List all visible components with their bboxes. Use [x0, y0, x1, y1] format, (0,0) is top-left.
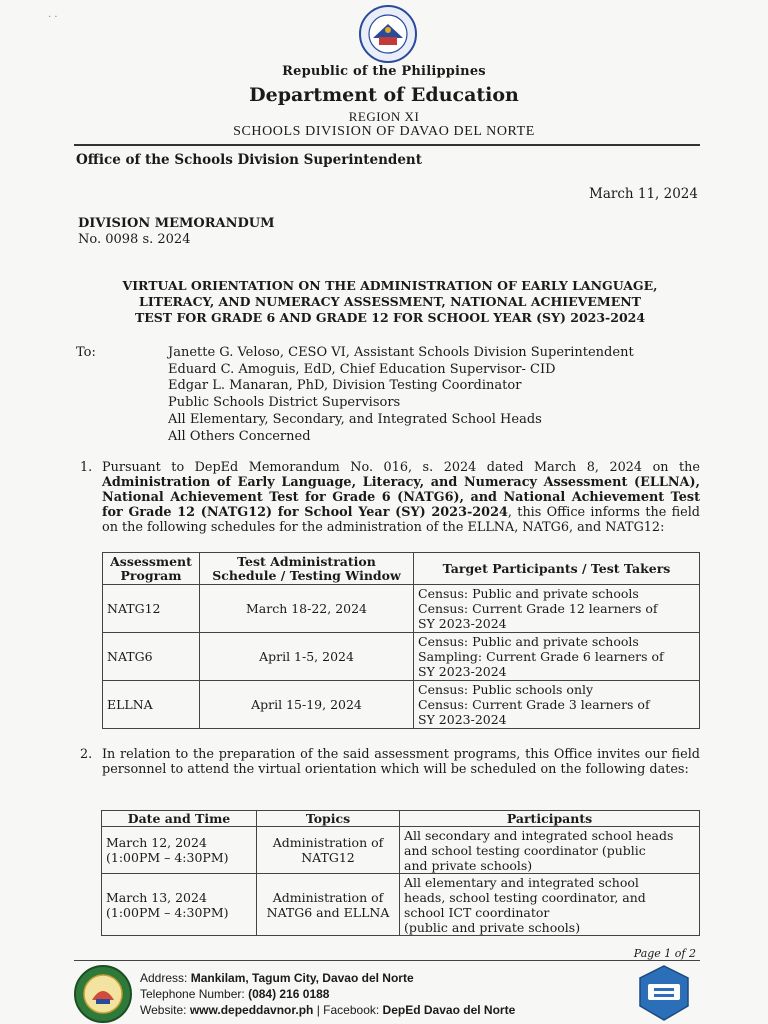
schedule-cell: April 15-19, 2024: [200, 681, 414, 729]
target-line: SY 2023-2024: [418, 616, 507, 631]
republic-heading: Republic of the Philippines: [282, 64, 486, 79]
deped-seal-icon: [355, 4, 421, 64]
date-cell: [102, 874, 257, 936]
address-line: [140, 970, 515, 986]
topic-cell: [257, 874, 400, 936]
division-heading: SCHOOLS DIVISION OF DAVAO DEL NORTE: [233, 124, 535, 139]
target-line: Census: Public and private schools: [418, 586, 639, 601]
column-header: Topics: [257, 811, 400, 827]
to-label: To:: [76, 345, 96, 360]
recipient: Janette G. Veloso, CESO VI, Assistant Schools Division Superintendent: [168, 345, 634, 360]
paragraph-text: In relation to the preparation of the said assessment programs, this Office invites our field personnel to attend the virtual orientation which will be scheduled on the following dates:: [102, 747, 700, 777]
table-row: [102, 827, 700, 874]
division-seal-icon: [72, 964, 134, 1024]
column-header: Participants: [400, 811, 700, 827]
date-line: March 12, 2024: [106, 835, 207, 850]
phone-value: (084) 216 0188: [248, 987, 330, 1001]
recipient: All Elementary, Secondary, and Integrated School Heads: [168, 411, 542, 427]
column-header: Test Administration Schedule / Testing Window: [200, 553, 414, 585]
phone-line: [140, 986, 515, 1002]
date-cell: [102, 827, 257, 874]
website-line: [140, 1002, 515, 1018]
time-line: (1:00PM – 4:30PM): [106, 850, 229, 865]
paragraph-1: [80, 460, 700, 535]
column-header: Target Participants / Test Takers: [414, 553, 700, 585]
target-line: Census: Current Grade 12 learners of: [418, 601, 658, 616]
header-divider: [74, 144, 700, 146]
target-line: Census: Public schools only: [418, 682, 594, 697]
table-row: [103, 585, 700, 633]
memo-title: DIVISION MEMORANDUM: [78, 216, 275, 231]
page-number: Page 1 of 2: [633, 947, 696, 960]
address-value: Mankilam, Tagum City, Davao del Norte: [190, 971, 414, 985]
subject-line: VIRTUAL ORIENTATION ON THE ADMINISTRATION OF EARLY LANGUAGE,: [122, 278, 658, 293]
subject-line: LITERACY, AND NUMERACY ASSESSMENT, NATIONAL ACHIEVEMENT: [139, 294, 641, 309]
table-header-row: [102, 811, 700, 827]
orientation-schedule-table: [101, 810, 700, 936]
participant-line: heads, school testing coordinator, and: [404, 889, 646, 905]
paragraph-number: 2.: [80, 747, 93, 762]
date-line: March 13, 2024: [106, 889, 207, 905]
footer-contact: [140, 970, 515, 1018]
recipient: Public Schools District Supervisors: [168, 395, 401, 411]
schedule-cell: April 1-5, 2024: [200, 633, 414, 681]
table-row: [103, 633, 700, 681]
targets-cell: [414, 681, 700, 729]
participants-cell: [400, 827, 700, 874]
assessment-schedule-table: [102, 552, 700, 729]
paragraph-text: Pursuant to DepEd Memorandum No. 016, s. 2024 dated March 8, 2024 on the: [102, 460, 700, 475]
paragraph-text: , this Office informs the field on the following schedules for the administration of the ELLNA, NATG6, and NATG12:: [102, 505, 700, 535]
column-header: Date and Time: [102, 811, 257, 827]
memo-number: No. 0098 s. 2024: [78, 232, 191, 247]
program-cell: NATG6: [103, 633, 200, 681]
table-header-row: [103, 553, 700, 585]
phone-label: Telephone Number:: [140, 987, 249, 1001]
topic-line: NATG12: [301, 850, 355, 865]
target-line: Sampling: Current Grade 6 learners of: [418, 649, 664, 664]
table-row: [102, 874, 700, 936]
office-title: Office of the Schools Division Superintendent: [76, 152, 422, 168]
topic-line: Administration of: [272, 835, 384, 850]
targets-cell: [414, 585, 700, 633]
target-line: SY 2023-2024: [418, 664, 507, 679]
recipient: Edgar L. Manaran, PhD, Division Testing Coordinator: [168, 378, 522, 394]
participant-line: All elementary and integrated school: [404, 874, 639, 890]
website-link[interactable]: www.depeddavnor.ph: [189, 1003, 314, 1017]
tuv-certification-icon: [634, 964, 694, 1022]
footer-divider: [74, 960, 700, 961]
program-cell: NATG12: [103, 585, 200, 633]
recipient: Eduard C. Amoguis, EdD, Chief Education Supervisor- CID: [168, 361, 556, 377]
schedule-cell: March 18-22, 2024: [200, 585, 414, 633]
paragraph-2: [80, 747, 700, 777]
participant-line: and school testing coordinator (public: [404, 842, 646, 858]
participant-line: All secondary and integrated school heads: [404, 827, 674, 843]
targets-cell: [414, 633, 700, 681]
subject-line: TEST FOR GRADE 6 AND GRADE 12 FOR SCHOOL YEAR (SY) 2023-2024: [134, 310, 646, 325]
recipient: All Others Concerned: [168, 428, 311, 444]
address-label: Address:: [140, 971, 191, 985]
region-heading: REGION XI: [348, 109, 420, 124]
topic-cell: [257, 827, 400, 874]
paragraph-bold-text: Administration of Early Language, Literacy, and Numeracy Assessment (ELLNA), National Achievement Test for Grade 6 (NATG6), and National Achievement Test for Grade 12 (NATG12) for School Year (SY) 2023-2024: [102, 475, 700, 520]
time-line: (1:00PM – 4:30PM): [106, 904, 229, 920]
column-header: Assessment Program: [103, 553, 200, 585]
participant-line: and private schools): [404, 857, 533, 873]
program-cell: ELLNA: [103, 681, 200, 729]
facebook-label: | Facebook:: [313, 1003, 383, 1017]
department-heading: Department of Education: [249, 84, 519, 106]
participant-line: school ICT coordinator: [404, 904, 550, 920]
recipient-list: [168, 345, 634, 445]
table-row: [103, 681, 700, 729]
target-line: Census: Public and private schools: [418, 634, 639, 649]
participants-cell: [400, 874, 700, 936]
facebook-link[interactable]: DepEd Davao del Norte: [382, 1003, 516, 1017]
target-line: SY 2023-2024: [418, 712, 507, 727]
topic-line: NATG6 and ELLNA: [266, 904, 390, 920]
topic-line: Administration of: [272, 889, 384, 905]
paragraph-number: 1.: [80, 460, 93, 475]
participant-line: (public and private schools): [404, 919, 581, 935]
target-line: Census: Current Grade 3 learners of: [418, 697, 650, 712]
memo-subject: [100, 278, 680, 326]
website-label: Website:: [140, 1003, 190, 1017]
memo-date: March 11, 2024: [589, 186, 698, 202]
scan-mark: · ·: [48, 12, 58, 23]
